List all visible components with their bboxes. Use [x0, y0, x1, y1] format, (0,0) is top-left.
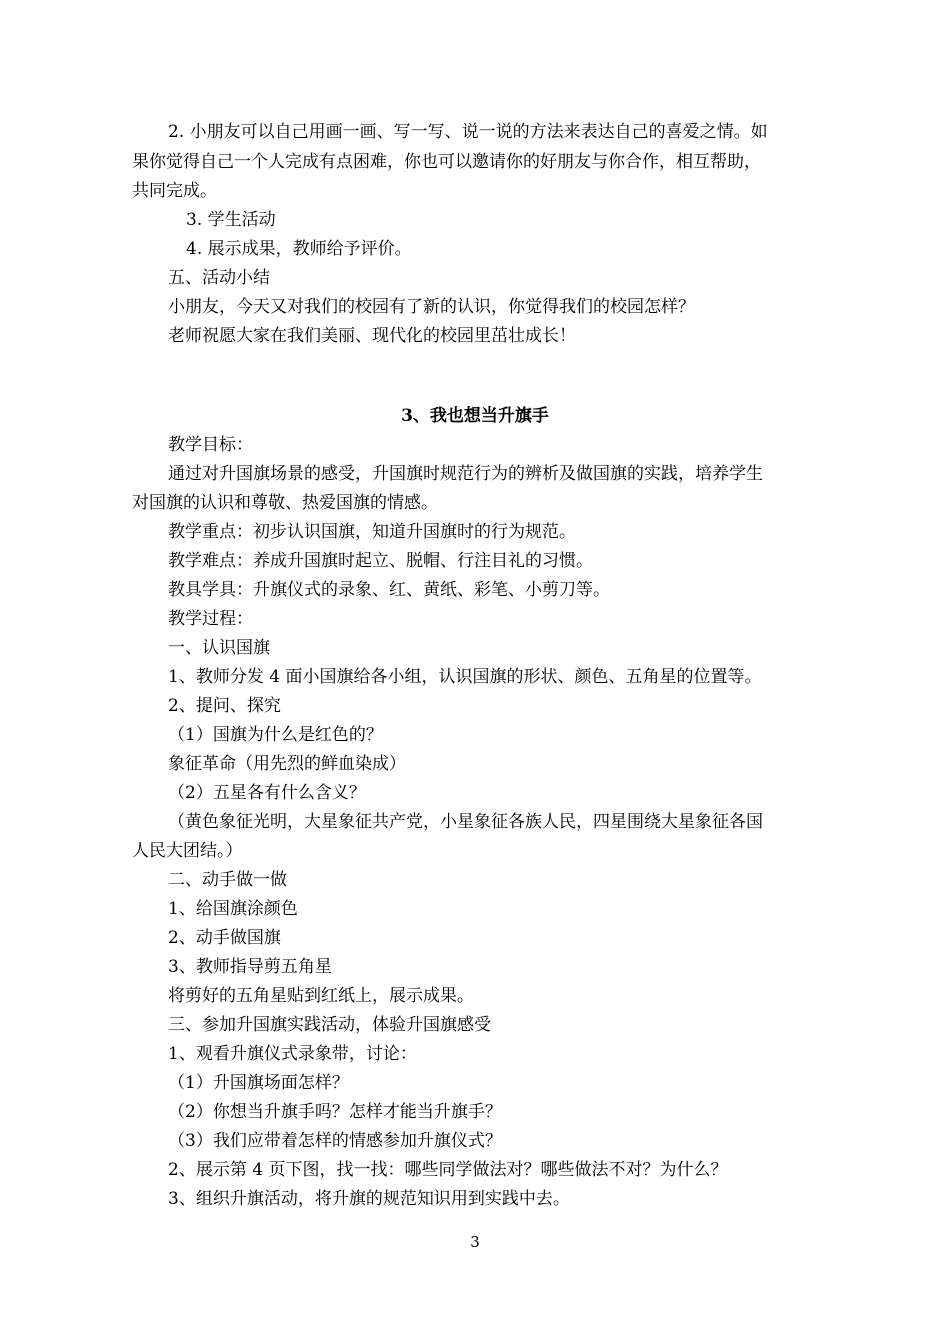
answer-1: 象征革命（用先烈的鲜血染成）: [168, 754, 406, 774]
materials: 教具学具：升旗仪式的录象、红、黄纸、彩笔、小剪刀等。: [168, 580, 610, 600]
question-2: （2）五星各有什么含义？: [168, 783, 366, 803]
process-heading: 教学过程：: [168, 609, 253, 629]
step-3-question-1: （1）升国旗场面怎样？: [168, 1073, 349, 1093]
question-1: （1）国旗为什么是红色的？: [168, 725, 383, 745]
step-2-2: 2、动手做国旗: [168, 928, 281, 948]
step-1-1: 1、教师分发 4 面小国旗给各小组，认识国旗的形状、颜色、五角星的位置等。: [168, 667, 762, 687]
step-2-4: 将剪好的五角星贴到红纸上，展示成果。: [168, 986, 474, 1006]
step-3-2: 2、展示第 4 页下图，找一找：哪些同学做法对？哪些做法不对？为什么？: [168, 1160, 728, 1180]
paragraph-item2-line3: 共同完成。: [132, 181, 217, 201]
step-3-3: 3、组织升旗活动，将升旗的规范知识用到实践中去。: [168, 1189, 570, 1209]
step-3-question-3: （3）我们应带着怎样的情感参加升旗仪式？: [168, 1131, 502, 1151]
goals-heading: 教学目标：: [168, 435, 253, 455]
step-2-1: 1、给国旗涂颜色: [168, 899, 298, 919]
page-number: 3: [470, 1233, 480, 1251]
step-3-question-2: （2）你想当升旗手吗？怎样才能当升旗手？: [168, 1102, 502, 1122]
summary-line2: 老师祝愿大家在我们美丽、现代化的校园里茁壮成长！: [168, 326, 576, 346]
step-2-3: 3、教师指导剪五角星: [168, 957, 332, 977]
answer-2-line2: 人民大团结。）: [132, 841, 243, 861]
paragraph-item2-line2: 果你觉得自己一个人完成有点困难，你也可以邀请你的好朋友与你合作，相互帮助，: [132, 152, 761, 172]
summary-line1: 小朋友，今天又对我们的校园有了新的认识，你觉得我们的校园怎样？: [168, 297, 695, 317]
section-1-heading: 一、认识国旗: [168, 638, 270, 658]
section-3-heading: 三、参加升国旗实践活动，体验升国旗感受: [168, 1015, 491, 1035]
answer-2-line1: （黄色象征光明，大星象征共产党，小星象征各族人民，四星围绕大星象征各国: [168, 812, 763, 832]
section-2-heading: 二、动手做一做: [168, 870, 287, 890]
item-student-activity: 3. 学生活动: [186, 210, 276, 230]
item-show-results: 4. 展示成果，教师给予评价。: [186, 239, 412, 259]
goals-line2: 对国旗的认识和尊敬、热爱国旗的情感。: [132, 493, 438, 513]
difficulty: 教学难点：养成升国旗时起立、脱帽、行注目礼的习惯。: [168, 551, 593, 571]
section-summary-heading: 五、活动小结: [168, 268, 270, 288]
paragraph-item2-line1: 2. 小朋友可以自己用画一画、写一写、说一说的方法来表达自己的喜爱之情。如: [168, 122, 768, 142]
lesson-title: 3、我也想当升旗手: [401, 406, 549, 426]
key-points: 教学重点：初步认识国旗，知道升国旗时的行为规范。: [168, 522, 576, 542]
step-3-1: 1、观看升旗仪式录象带，讨论：: [168, 1044, 417, 1064]
goals-line1: 通过对升国旗场景的感受，升国旗时规范行为的辨析及做国旗的实践，培养学生: [168, 464, 763, 484]
step-1-2: 2、提问、探究: [168, 696, 281, 716]
